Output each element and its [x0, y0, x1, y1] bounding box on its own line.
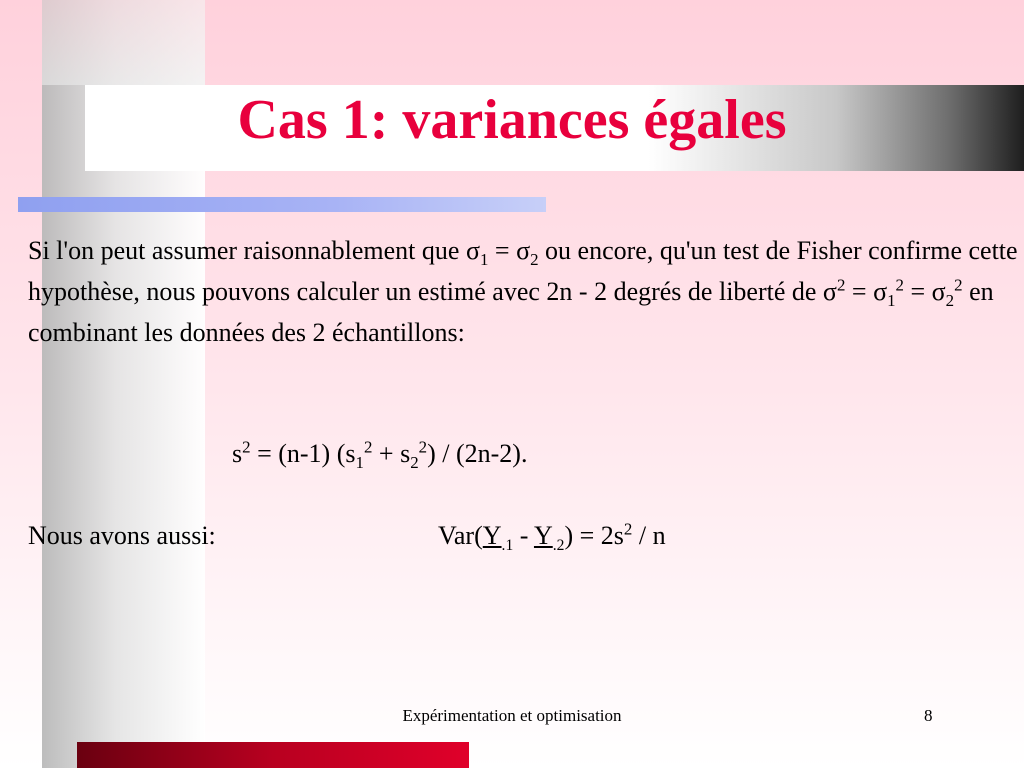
- sigma-symbol: σ: [873, 277, 888, 306]
- subscript: 1: [355, 453, 364, 473]
- superscript: 2: [418, 437, 428, 457]
- subscript: 1: [479, 250, 489, 270]
- subscript: .1: [501, 537, 514, 555]
- also-label: Nous avons aussi:: [28, 521, 216, 550]
- body-paragraph: [28, 230, 1018, 353]
- eq-part1: = (n-1) (s: [250, 439, 356, 468]
- para-end: en combinant les données des 2 échantillons:: [28, 277, 994, 347]
- superscript: 2: [836, 275, 846, 295]
- var-open: Var(: [438, 521, 483, 550]
- page-number: 8: [924, 706, 933, 725]
- equals-sign: =: [488, 236, 517, 265]
- subscript: 2: [530, 250, 539, 270]
- y-bar-1: Y: [482, 521, 502, 550]
- slide-title: Cas 1: variances égales: [237, 89, 787, 151]
- var-close: ) = 2s: [564, 521, 624, 550]
- subscript: .2: [552, 537, 565, 555]
- y-bar-2: Y: [533, 521, 553, 550]
- sigma-symbol: σ: [516, 236, 531, 265]
- subscript: 2: [945, 291, 955, 311]
- para-intro: Si l'on peut assumer raisonnablement que: [28, 236, 466, 265]
- blue-divider: [18, 197, 546, 212]
- superscript: 2: [895, 275, 904, 295]
- equals-sign: =: [845, 277, 874, 306]
- superscript: 2: [623, 519, 633, 539]
- superscript: 2: [954, 275, 963, 295]
- eq-plus: + s: [372, 439, 411, 468]
- pooled-variance-equation: [232, 433, 527, 474]
- superscript: 2: [242, 437, 251, 457]
- sigma-symbol: σ: [465, 236, 480, 265]
- equals-sign: =: [903, 277, 932, 306]
- minus-sign: -: [513, 521, 534, 550]
- var-tail: / n: [632, 521, 666, 550]
- red-decorative-bar: [77, 742, 469, 768]
- subscript: 2: [410, 453, 419, 473]
- left-decorative-bar-top: [42, 0, 205, 85]
- eq-s: s: [232, 439, 243, 468]
- footer-text: Expérimentation et optimisation: [402, 706, 622, 725]
- sigma-symbol: σ: [822, 277, 837, 306]
- subscript: 1: [887, 291, 896, 311]
- para-middle: ou encore, qu'un test de Fisher confirme cette hypothèse, nous pouvons calculer un estimé avec 2n - 2 degrés de liberté de: [28, 236, 1018, 306]
- eq-part2: ) / (2n-2).: [427, 439, 528, 468]
- sigma-symbol: σ: [931, 277, 946, 306]
- variance-difference-equation: [438, 515, 666, 556]
- superscript: 2: [363, 437, 373, 457]
